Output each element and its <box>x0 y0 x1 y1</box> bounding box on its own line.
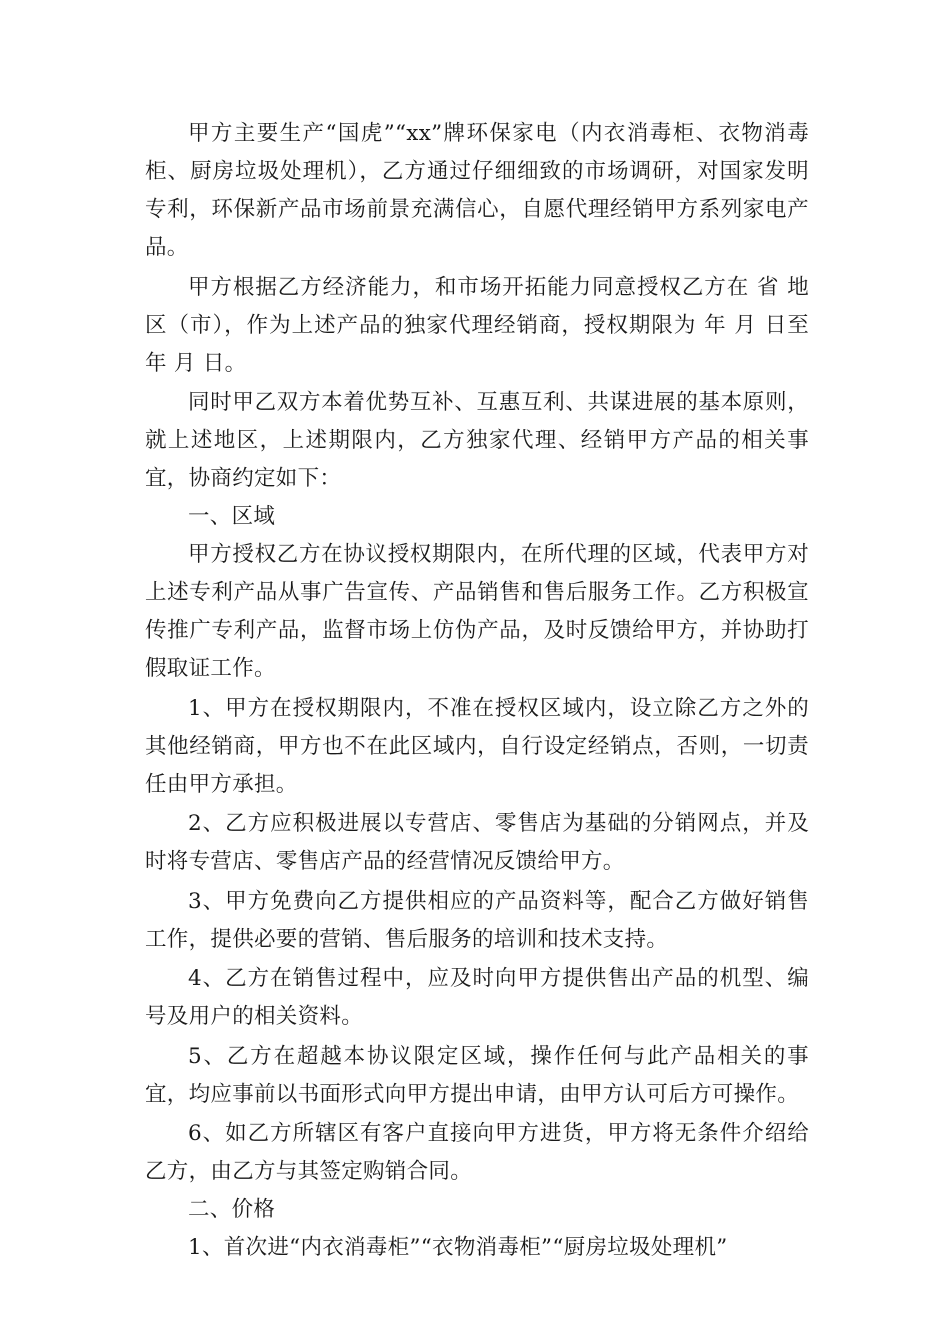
section-heading-price: 二、价格 <box>188 1197 276 1222</box>
clause-region-6: 6、如乙方所辖区有客户直接向甲方进货，甲方将无条件介绍给乙方，由乙方与其签定购销合同。 <box>145 1121 809 1184</box>
paragraph-region-scope: 甲方授权乙方在协议授权期限内，在所代理的区域，代表甲方对上述专利产品从事广告宣传、产品销售和售后服务工作。乙方积极宣传推广专利产品，监督市场上仿伪产品，及时反馈给甲方，并协助打假取证工作。 <box>145 542 809 681</box>
paragraph-principles: 同时甲乙双方本着优势互补、互惠互利、共谋进展的基本原则，就上述地区，上述期限内，乙方独家代理、经销甲方产品的相关事宜，协商约定如下： <box>145 390 809 491</box>
clause-region-1: 1、甲方在授权期限内，不准在授权区域内，设立除乙方之外的其他经销商，甲方也不在此区域内，自行设定经销点，否则，一切责任由甲方承担。 <box>145 695 809 797</box>
document-body <box>145 115 809 1267</box>
clause-price-1: 1、首次进“内衣消毒柜”“衣物消毒柜”“厨房垃圾处理机” <box>188 1235 728 1260</box>
clause-region-2: 2、乙方应积极进展以专营店、零售店为基础的分销网点，并及时将专营店、零售店产品的经营情况反馈给甲方。 <box>145 811 809 874</box>
section-heading-region: 一、区域 <box>188 504 276 529</box>
clause-region-5: 5、乙方在超越本协议限定区域，操作任何与此产品相关的事宜，均应事前以书面形式向甲方提出申请，由甲方认可后方可操作。 <box>145 1043 809 1107</box>
paragraph-intro: 甲方主要生产“国虎”“xx”牌环保家电（内衣消毒柜、衣物消毒柜、厨房垃圾处理机），乙方通过仔细细致的市场调研，对国家发明专利，环保新产品市场前景充满信心，自愿代理经销甲方系列家电产品。 <box>145 121 809 260</box>
clause-region-3: 3、甲方免费向乙方提供相应的产品资料等，配合乙方做好销售工作，提供必要的营销、售后服务的培训和技术支持。 <box>145 888 809 952</box>
paragraph-authorization: 甲方根据乙方经济能力，和市场开拓能力同意授权乙方在 省 地区（市），作为上述产品的独家代理经销商，授权期限为 年 月 日至 年 月 日。 <box>145 274 809 376</box>
clause-region-4: 4、乙方在销售过程中，应及时向甲方提供售出产品的机型、编号及用户的相关资料。 <box>145 966 809 1029</box>
